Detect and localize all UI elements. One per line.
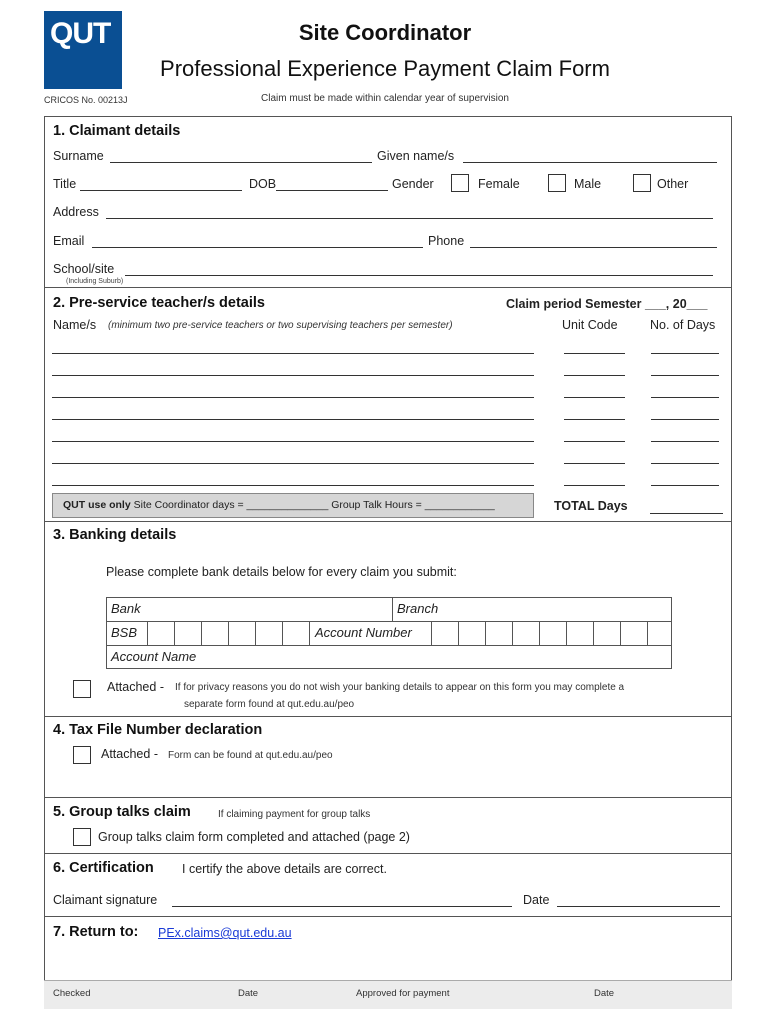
footer-date-label-2: Date <box>594 988 615 999</box>
section2-heading: 2. Pre-service teacher/s details <box>53 295 265 311</box>
account-name-label: Account Name <box>111 649 197 664</box>
cert-date-field[interactable] <box>557 906 720 907</box>
other-checkbox[interactable] <box>633 174 651 192</box>
surname-label: Surname <box>53 149 104 163</box>
male-label: Male <box>574 177 602 191</box>
claim-note: Claim must be made within calendar year of supervision <box>261 93 509 104</box>
qut-logo: QUT <box>44 11 122 89</box>
section6-heading: 6. Certification <box>53 860 154 876</box>
account-number-label: Account Number <box>315 625 412 640</box>
section-divider <box>44 521 732 522</box>
section-divider <box>44 287 732 288</box>
approved-label: Approved for payment <box>356 988 450 999</box>
bank-details-table <box>106 597 672 669</box>
pst-days-line[interactable] <box>651 441 719 442</box>
pst-name-line[interactable] <box>52 463 534 464</box>
office-use-footer <box>44 980 732 1009</box>
male-checkbox[interactable] <box>548 174 566 192</box>
qut-use-only-label: QUT use only <box>63 499 131 511</box>
address-label: Address <box>53 205 99 219</box>
pst-name-line[interactable] <box>52 419 534 420</box>
bank-label: Bank <box>111 601 141 616</box>
names-label: Name/s <box>53 318 97 332</box>
qut-use-only-text: Site Coordinator days = ______________ Group Talk Hours = ____________ <box>133 499 495 511</box>
banking-instruction: Please complete bank details below for every claim you submit: <box>106 565 457 579</box>
signature-label: Claimant signature <box>53 893 158 907</box>
pst-days-line[interactable] <box>651 375 719 376</box>
pst-days-line[interactable] <box>651 353 719 354</box>
phone-label: Phone <box>428 234 465 248</box>
form-subtitle: Professional Experience Payment Claim Form <box>160 56 610 81</box>
pst-name-line[interactable] <box>52 375 534 376</box>
signature-field[interactable] <box>172 906 512 907</box>
certify-text: I certify the above details are correct. <box>182 862 387 876</box>
title-label: Title <box>53 177 77 191</box>
dob-label: DOB <box>249 177 277 191</box>
bsb-label: BSB <box>111 625 138 640</box>
female-label: Female <box>478 177 520 191</box>
other-label: Other <box>657 177 689 191</box>
given-names-field[interactable] <box>463 162 717 163</box>
total-days-field[interactable] <box>650 513 723 514</box>
section4-heading: 4. Tax File Number declaration <box>53 722 263 738</box>
tfn-attached-note: Form can be found at qut.edu.au/peo <box>168 750 333 761</box>
pst-name-line[interactable] <box>52 441 534 442</box>
dob-field[interactable] <box>276 190 388 191</box>
tfn-attached-checkbox[interactable] <box>73 746 91 764</box>
section5-heading: 5. Group talks claim <box>53 804 191 820</box>
section-divider <box>44 797 732 798</box>
footer-date-label: Date <box>238 988 259 999</box>
email-field[interactable] <box>92 247 423 248</box>
title-field[interactable] <box>80 190 242 191</box>
gender-label: Gender <box>392 177 434 191</box>
bank-attached-checkbox[interactable] <box>73 680 91 698</box>
return-email-link[interactable]: PEx.claims@qut.edu.au <box>158 926 292 940</box>
section-divider <box>44 716 732 717</box>
school-site-field[interactable] <box>125 275 713 276</box>
address-field[interactable] <box>106 218 713 219</box>
bank-attached-note-2: separate form found at qut.edu.au/peo <box>184 699 355 710</box>
given-names-label: Given name/s <box>377 149 455 163</box>
pst-name-line[interactable] <box>52 485 534 486</box>
pst-unit-line[interactable] <box>564 419 625 420</box>
pst-days-line[interactable] <box>651 485 719 486</box>
surname-field[interactable] <box>110 162 372 163</box>
cricos-number: CRICOS No. 00213J <box>44 95 128 105</box>
female-checkbox[interactable] <box>451 174 469 192</box>
pst-unit-line[interactable] <box>564 397 625 398</box>
pst-unit-line[interactable] <box>564 375 625 376</box>
pst-days-line[interactable] <box>651 463 719 464</box>
claim-period: Claim period Semester ___, 20___ <box>506 297 708 311</box>
pst-unit-line[interactable] <box>564 485 625 486</box>
pst-days-line[interactable] <box>651 397 719 398</box>
tfn-attached-label: Attached - <box>101 747 158 761</box>
branch-label: Branch <box>397 601 439 616</box>
form-title: Site Coordinator <box>298 20 472 45</box>
section-divider <box>44 853 732 854</box>
section7-heading: 7. Return to: <box>53 924 139 940</box>
group-talks-label: Group talks claim form completed and attached (page 2) <box>98 830 410 844</box>
pst-days-line[interactable] <box>651 419 719 420</box>
pst-unit-line[interactable] <box>564 463 625 464</box>
unit-code-header: Unit Code <box>562 318 618 332</box>
qut-use-only-bar <box>52 493 534 518</box>
email-label: Email <box>53 234 85 248</box>
total-days-label: TOTAL Days <box>554 499 628 513</box>
bank-attached-note: If for privacy reasons you do not wish your banking details to appear on this form you may complete a <box>175 682 625 693</box>
checked-label: Checked <box>53 988 91 999</box>
names-note: (minimum two pre-service teachers or two supervising teachers per semester) <box>108 320 453 331</box>
group-talks-checkbox[interactable] <box>73 828 91 846</box>
section-divider <box>44 916 732 917</box>
school-site-label: School/site <box>53 262 115 276</box>
pst-unit-line[interactable] <box>564 353 625 354</box>
pst-name-line[interactable] <box>52 397 534 398</box>
bank-attached-label: Attached - <box>107 680 164 694</box>
including-suburb-note: (Including Suburb) <box>66 278 124 285</box>
phone-field[interactable] <box>470 247 717 248</box>
section1-heading: 1. Claimant details <box>53 123 181 139</box>
section3-heading: 3. Banking details <box>53 527 177 543</box>
no-of-days-header: No. of Days <box>650 318 716 332</box>
cert-date-label: Date <box>523 893 550 907</box>
pst-unit-line[interactable] <box>564 441 625 442</box>
pst-name-line[interactable] <box>52 353 534 354</box>
group-talks-note: If claiming payment for group talks <box>218 809 371 820</box>
